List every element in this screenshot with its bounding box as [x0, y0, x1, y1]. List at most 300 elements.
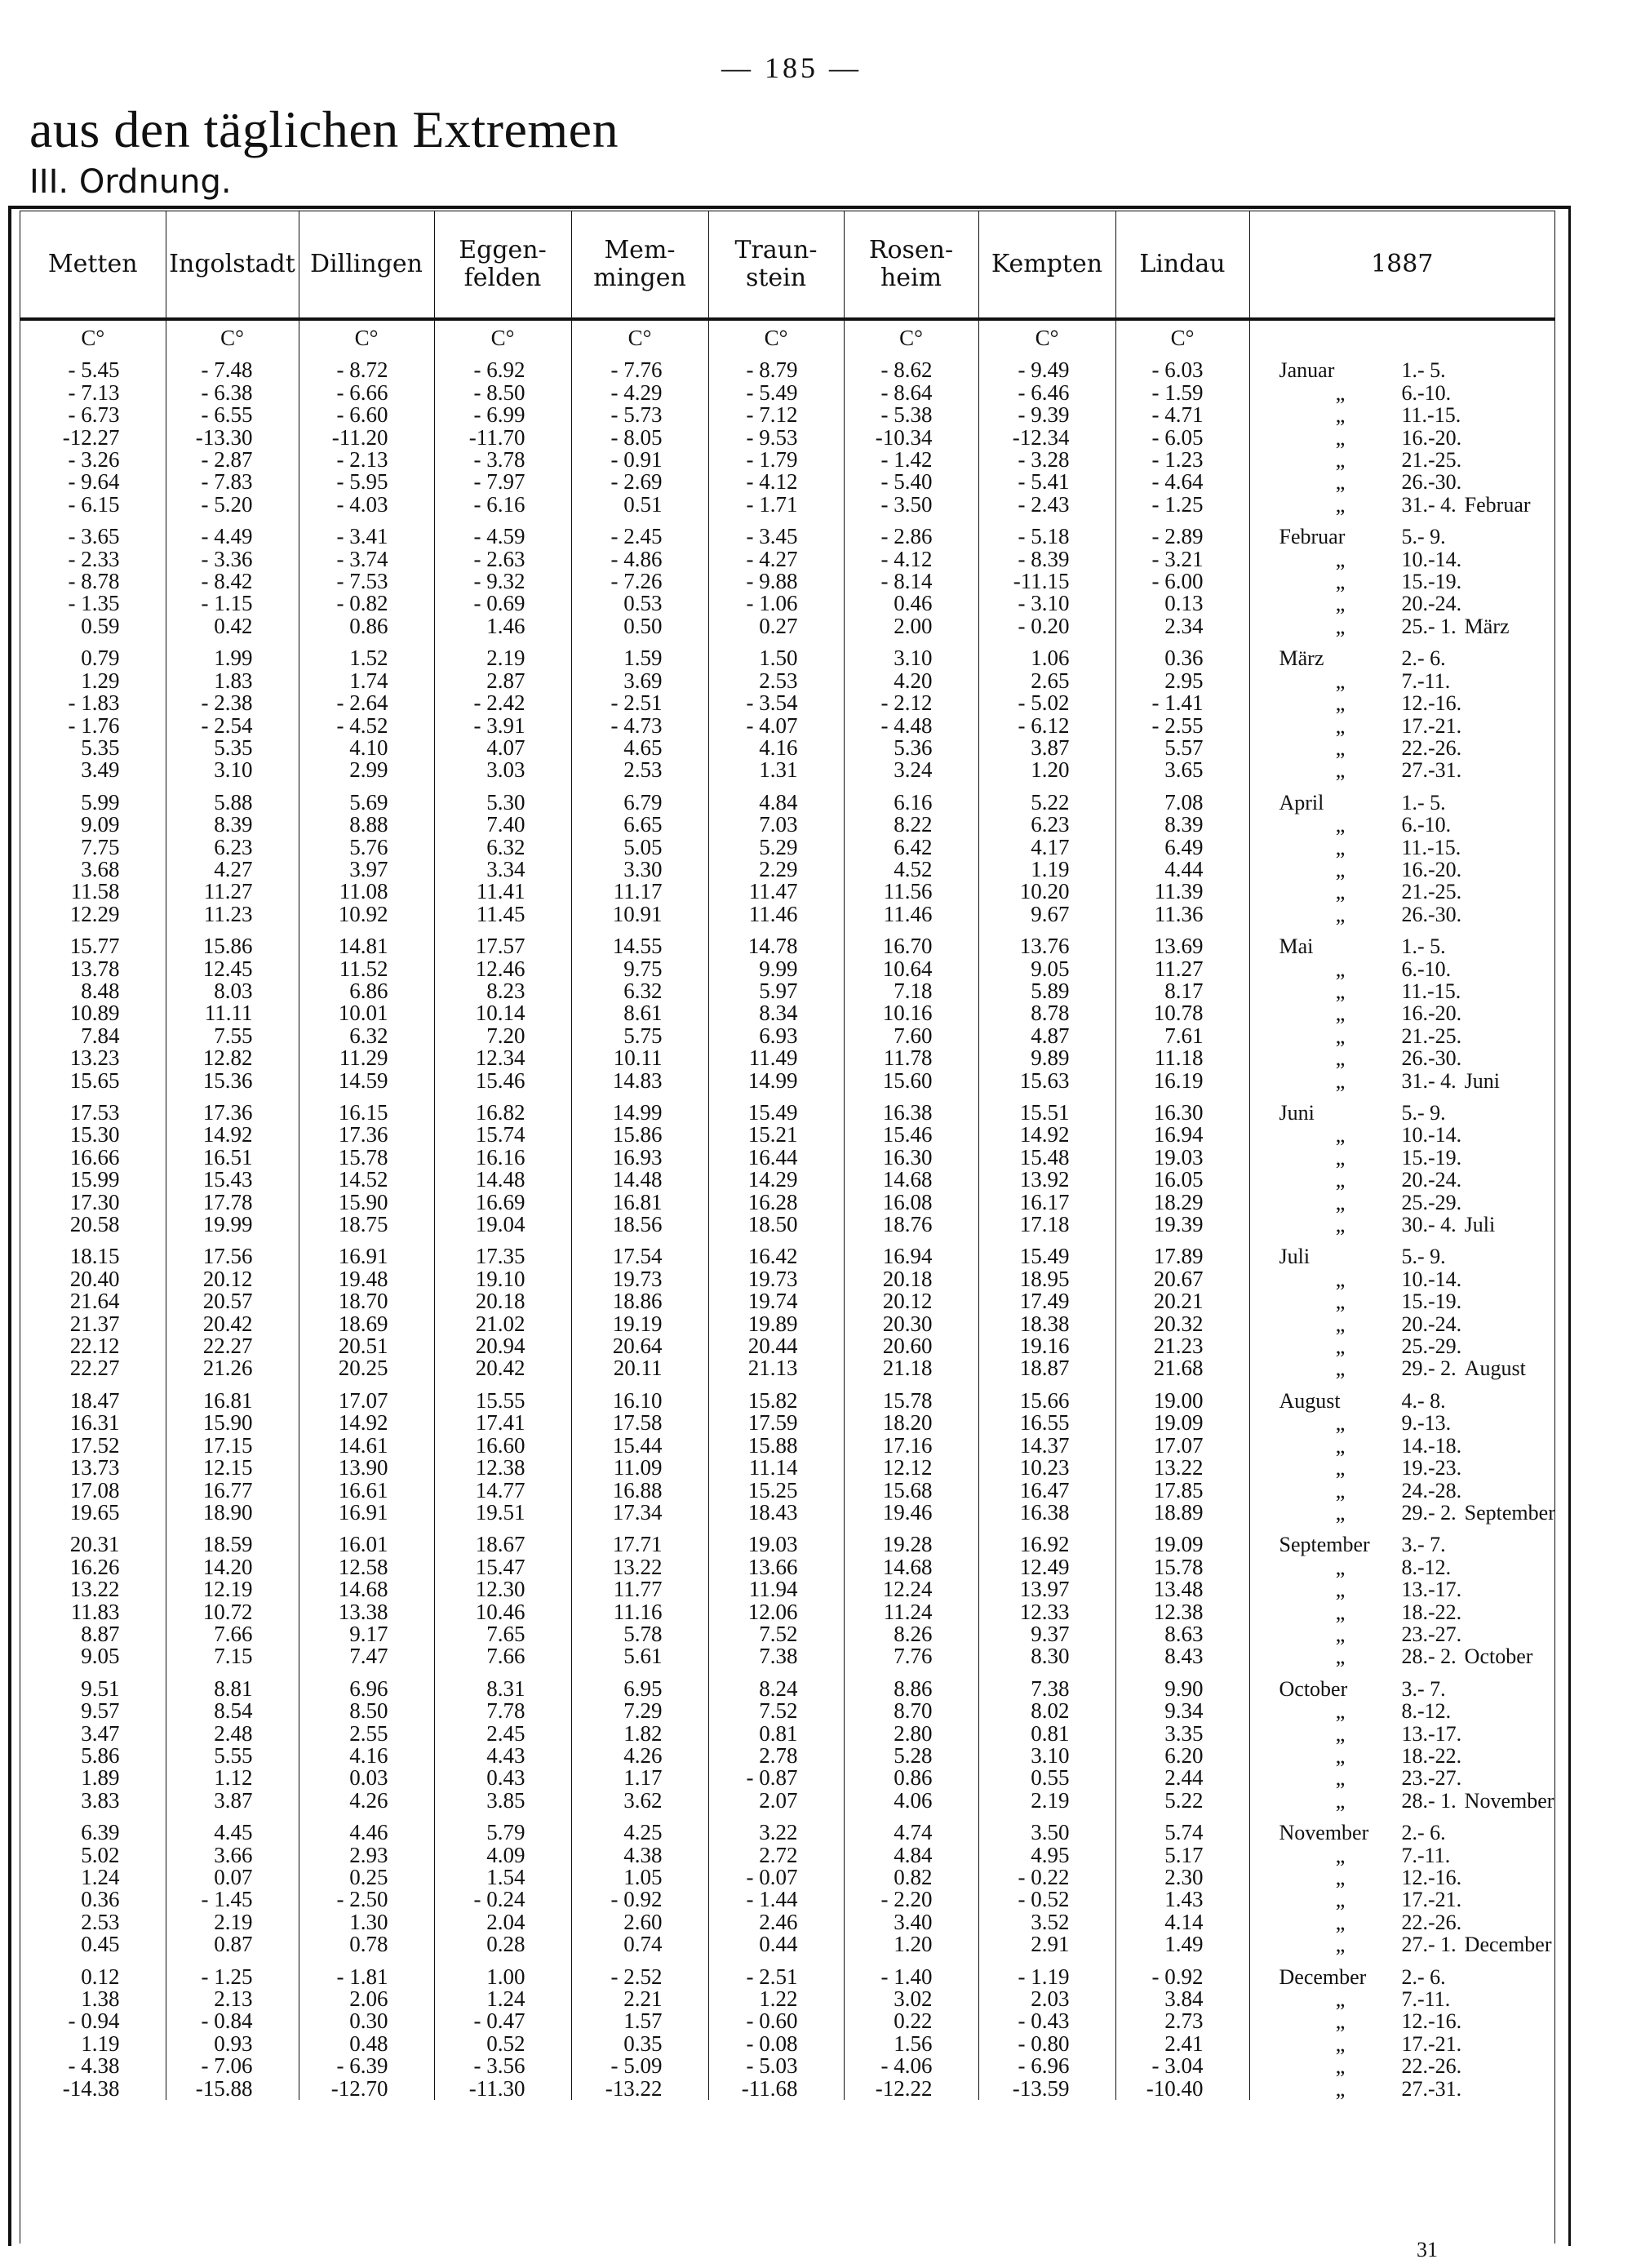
value-cell: - 2.45 — [571, 526, 708, 548]
value-cell: 4.26 — [299, 1790, 434, 1812]
date-cell — [1249, 837, 1554, 859]
value-cell: 4.16 — [299, 1745, 434, 1767]
value-cell: 7.65 — [434, 1623, 571, 1645]
month-label: „ — [1335, 1289, 1346, 1314]
value-cell: 8.24 — [708, 1678, 844, 1700]
value-cell: - 4.64 — [1115, 471, 1249, 493]
value-cell: 16.38 — [844, 1102, 978, 1124]
value-cell: 2.55 — [299, 1723, 434, 1745]
value-cell: 3.30 — [571, 859, 708, 881]
table-row — [20, 1245, 1554, 1267]
value-cell: 5.86 — [20, 1745, 166, 1767]
date-cell — [1249, 958, 1554, 980]
month-label: „ — [1335, 1644, 1346, 1669]
value-cell: - 2.38 — [166, 692, 299, 714]
day-range: 25.-29. — [1401, 1190, 1462, 1214]
value-cell: - 3.65 — [20, 526, 166, 548]
value-cell: 19.65 — [20, 1502, 166, 1524]
value-cell: - 9.32 — [434, 570, 571, 593]
table-row — [20, 1214, 1554, 1236]
value-cell: 6.39 — [20, 1822, 166, 1844]
day-range: 7.-11. — [1401, 1987, 1451, 2012]
table-row — [20, 1313, 1554, 1335]
value-cell: 15.78 — [1115, 1556, 1249, 1578]
value-cell: 7.20 — [434, 1025, 571, 1047]
month-label: Juni — [1279, 1101, 1315, 1125]
date-cell — [1249, 2010, 1554, 2032]
value-cell: 1.89 — [20, 1767, 166, 1789]
value-cell: 14.81 — [299, 935, 434, 957]
value-cell: - 4.27 — [708, 548, 844, 570]
value-cell: 20.12 — [166, 1268, 299, 1290]
value-cell: 8.02 — [978, 1700, 1115, 1722]
day-range: 15.-19. — [1401, 570, 1462, 594]
value-cell: 12.82 — [166, 1047, 299, 1069]
value-cell: 2.41 — [1115, 2033, 1249, 2055]
value-cell: 17.59 — [708, 1412, 844, 1434]
month-label: „ — [1335, 2009, 1346, 2034]
value-cell: - 3.26 — [20, 449, 166, 471]
date-cell — [1249, 427, 1554, 449]
end-month-label: December — [1464, 1933, 1552, 1957]
value-cell: 6.96 — [299, 1678, 434, 1700]
value-cell: 8.78 — [978, 1002, 1115, 1024]
value-cell: 0.79 — [20, 647, 166, 669]
value-cell: 20.21 — [1115, 1290, 1249, 1312]
month-label: Juli — [1279, 1245, 1310, 1269]
value-cell: 11.49 — [708, 1047, 844, 1069]
value-cell: 4.45 — [166, 1822, 299, 1844]
value-cell: 3.34 — [434, 859, 571, 881]
date-cell — [1249, 1480, 1554, 1502]
value-cell: 6.23 — [166, 837, 299, 859]
value-cell: 1.82 — [571, 1723, 708, 1745]
date-cell — [1249, 692, 1554, 714]
value-cell: 12.06 — [708, 1601, 844, 1623]
value-cell: - 0.94 — [20, 2010, 166, 2032]
value-cell: 16.16 — [434, 1147, 571, 1169]
date-cell — [1249, 404, 1554, 426]
value-cell: 0.52 — [434, 2033, 571, 2055]
month-label: März — [1279, 646, 1324, 671]
day-range: 14.-18. — [1401, 1433, 1462, 1458]
table-row — [20, 1070, 1554, 1092]
value-cell: - 4.07 — [708, 715, 844, 737]
value-cell: 6.20 — [1115, 1745, 1249, 1767]
value-cell: -11.30 — [434, 2078, 571, 2100]
value-cell: 21.02 — [434, 1313, 571, 1335]
value-cell: 6.32 — [434, 837, 571, 859]
value-cell: 10.16 — [844, 1002, 978, 1024]
value-cell: - 3.21 — [1115, 548, 1249, 570]
value-cell: 20.11 — [571, 1357, 708, 1379]
value-cell: 5.61 — [571, 1645, 708, 1667]
column-header-part: Rosen- — [868, 236, 954, 264]
value-cell: 14.92 — [978, 1124, 1115, 1146]
month-label: „ — [1335, 547, 1346, 571]
table-row — [20, 670, 1554, 692]
column-header-part: stein — [745, 264, 807, 292]
value-cell: 19.03 — [1115, 1147, 1249, 1169]
value-cell: 11.39 — [1115, 881, 1249, 903]
table-row — [20, 1002, 1554, 1024]
value-cell: 20.31 — [20, 1533, 166, 1556]
value-cell: 3.85 — [434, 1790, 571, 1812]
value-cell: - 0.84 — [166, 2010, 299, 2032]
value-cell: - 2.20 — [844, 1889, 978, 1911]
day-range: 28.- 1. — [1401, 1788, 1457, 1813]
day-range: 31.- 4. — [1401, 492, 1457, 517]
value-cell: 3.52 — [978, 1911, 1115, 1933]
value-cell: 3.24 — [844, 759, 978, 781]
value-cell: 9.05 — [978, 958, 1115, 980]
value-cell: - 2.50 — [299, 1889, 434, 1911]
table-row — [20, 1988, 1554, 2010]
value-cell: - 0.92 — [1115, 1966, 1249, 1988]
value-cell: 20.67 — [1115, 1268, 1249, 1290]
value-cell: 8.48 — [20, 980, 166, 1002]
day-range: 6.-10. — [1401, 380, 1452, 405]
table-row — [20, 1966, 1554, 1988]
value-cell: 18.50 — [708, 1214, 844, 1236]
date-cell — [1249, 1245, 1554, 1267]
value-cell: 14.78 — [708, 935, 844, 957]
date-cell — [1249, 1002, 1554, 1024]
value-cell: - 4.71 — [1115, 404, 1249, 426]
value-cell: 9.75 — [571, 958, 708, 980]
table-row — [20, 1480, 1554, 1502]
value-cell: 16.66 — [20, 1147, 166, 1169]
value-cell: 16.51 — [166, 1147, 299, 1169]
value-cell: 10.89 — [20, 1002, 166, 1024]
value-cell: 17.35 — [434, 1245, 571, 1267]
day-range: 10.-14. — [1401, 547, 1462, 571]
value-cell: 2.78 — [708, 1745, 844, 1767]
value-cell: - 7.97 — [434, 471, 571, 493]
value-cell: 14.68 — [844, 1169, 978, 1191]
value-cell: 1.49 — [1115, 1933, 1249, 1955]
day-range: 16.-20. — [1401, 1001, 1462, 1026]
table-row — [20, 2078, 1554, 2100]
month-label: „ — [1335, 1600, 1346, 1624]
value-cell: 10.01 — [299, 1002, 434, 1024]
day-range: 6.-10. — [1401, 813, 1452, 837]
value-cell: 15.49 — [978, 1245, 1115, 1267]
value-cell: 21.64 — [20, 1290, 166, 1312]
value-cell: 20.64 — [571, 1335, 708, 1357]
value-cell: 9.37 — [978, 1623, 1115, 1645]
value-cell: 16.47 — [978, 1480, 1115, 1502]
value-cell: - 1.25 — [166, 1966, 299, 1988]
value-cell: 16.31 — [20, 1412, 166, 1434]
value-cell: 1.43 — [1115, 1889, 1249, 1911]
value-cell: 1.38 — [20, 1988, 166, 2010]
value-cell: 14.20 — [166, 1556, 299, 1578]
table-row — [20, 1047, 1554, 1069]
value-cell: 0.82 — [844, 1866, 978, 1889]
value-cell: - 4.06 — [844, 2055, 978, 2077]
footer-number: 31 — [1417, 2238, 1438, 2261]
value-cell: 14.99 — [708, 1070, 844, 1092]
value-cell: 7.75 — [20, 837, 166, 859]
value-cell: 8.43 — [1115, 1645, 1249, 1667]
value-cell: 18.15 — [20, 1245, 166, 1267]
value-cell: -11.15 — [978, 570, 1115, 593]
value-cell: - 4.86 — [571, 548, 708, 570]
value-cell: 10.92 — [299, 903, 434, 925]
value-cell: 2.73 — [1115, 2010, 1249, 2032]
value-cell: 3.10 — [844, 647, 978, 669]
value-cell: 15.82 — [708, 1390, 844, 1412]
date-cell — [1249, 1268, 1554, 1290]
value-cell: -11.68 — [708, 2078, 844, 2100]
value-cell: 2.21 — [571, 1988, 708, 2010]
month-label: „ — [1335, 1190, 1346, 1214]
value-cell: 1.19 — [978, 859, 1115, 881]
month-label: „ — [1335, 1312, 1346, 1336]
month-label: „ — [1335, 1888, 1346, 1912]
value-cell: 1.20 — [844, 1933, 978, 1955]
value-cell: 13.38 — [299, 1601, 434, 1623]
month-label: „ — [1335, 1933, 1346, 1957]
value-cell: - 8.78 — [20, 570, 166, 593]
value-cell: - 0.22 — [978, 1866, 1115, 1889]
unit-label: C° — [20, 327, 166, 349]
value-cell: 0.74 — [571, 1933, 708, 1955]
value-cell: - 5.09 — [571, 2055, 708, 2077]
value-cell: 13.69 — [1115, 935, 1249, 957]
value-cell: 20.30 — [844, 1313, 978, 1335]
value-cell: - 8.72 — [299, 359, 434, 381]
value-cell: 1.56 — [844, 2033, 978, 2055]
value-cell: 6.42 — [844, 837, 978, 859]
end-month-label: September — [1464, 1500, 1555, 1525]
value-cell: 19.48 — [299, 1268, 434, 1290]
value-cell: 1.57 — [571, 2010, 708, 2032]
value-cell: - 5.18 — [978, 526, 1115, 548]
value-cell: 2.72 — [708, 1844, 844, 1866]
value-cell: 20.42 — [166, 1313, 299, 1335]
value-cell: - 0.87 — [708, 1767, 844, 1789]
day-range: 7.-11. — [1401, 1843, 1451, 1867]
value-cell: - 3.74 — [299, 548, 434, 570]
day-range: 16.-20. — [1401, 425, 1462, 450]
value-cell: 19.03 — [708, 1533, 844, 1556]
value-cell: 15.68 — [844, 1480, 978, 1502]
unit-label: C° — [166, 327, 299, 349]
value-cell: 1.00 — [434, 1966, 571, 1988]
value-cell: 0.22 — [844, 2010, 978, 2032]
value-cell: 15.44 — [571, 1435, 708, 1457]
date-cell — [1249, 1124, 1554, 1146]
value-cell: 11.46 — [708, 903, 844, 925]
value-cell: 4.52 — [844, 859, 978, 881]
value-cell: 14.37 — [978, 1435, 1115, 1457]
table-row — [20, 1025, 1554, 1047]
table-row — [20, 2055, 1554, 2077]
month-label: „ — [1335, 758, 1346, 783]
value-cell: 3.68 — [20, 859, 166, 881]
day-range: 25.-29. — [1401, 1334, 1462, 1359]
day-range: 8.-12. — [1401, 1555, 1452, 1579]
value-cell: 14.61 — [299, 1435, 434, 1457]
value-cell: 14.92 — [166, 1124, 299, 1146]
value-cell: - 3.28 — [978, 449, 1115, 471]
value-cell: -12.27 — [20, 427, 166, 449]
value-cell: 15.77 — [20, 935, 166, 957]
value-cell: - 0.52 — [978, 1889, 1115, 1911]
value-cell: 13.66 — [708, 1556, 844, 1578]
date-cell — [1249, 1435, 1554, 1457]
month-label: „ — [1335, 1433, 1346, 1458]
value-cell: 12.15 — [166, 1457, 299, 1479]
value-cell: 6.86 — [299, 980, 434, 1002]
page-title: aus den täglichen Extremen — [29, 100, 619, 158]
value-cell: 20.42 — [434, 1357, 571, 1379]
day-range: 17.-21. — [1401, 2031, 1462, 2056]
value-cell: - 4.12 — [844, 548, 978, 570]
value-cell: 15.90 — [299, 1192, 434, 1214]
value-cell: 8.39 — [1115, 814, 1249, 836]
date-cell — [1249, 1933, 1554, 1955]
value-cell: 2.34 — [1115, 615, 1249, 637]
value-cell: - 6.73 — [20, 404, 166, 426]
day-range: 11.-15. — [1401, 835, 1461, 859]
date-cell — [1249, 881, 1554, 903]
month-label: „ — [1335, 380, 1346, 405]
value-cell: 1.83 — [166, 670, 299, 692]
value-cell: 1.06 — [978, 647, 1115, 669]
day-range: 30.- 4. — [1401, 1213, 1457, 1237]
column-header: Ingolstadt — [166, 211, 299, 319]
table-row — [20, 1578, 1554, 1600]
value-cell: 15.46 — [844, 1124, 978, 1146]
value-cell: 9.57 — [20, 1700, 166, 1722]
date-cell — [1249, 737, 1554, 759]
day-range: 26.-30. — [1401, 470, 1462, 495]
month-label: Februar — [1279, 525, 1346, 549]
value-cell: 8.39 — [166, 814, 299, 836]
date-cell — [1249, 1313, 1554, 1335]
value-cell: 3.10 — [166, 759, 299, 781]
month-label: „ — [1335, 1788, 1346, 1813]
value-cell: 17.34 — [571, 1502, 708, 1524]
value-cell: 15.60 — [844, 1070, 978, 1092]
value-cell: 11.23 — [166, 903, 299, 925]
value-cell: 15.78 — [844, 1390, 978, 1412]
date-cell — [1249, 382, 1554, 404]
month-label: „ — [1335, 1046, 1346, 1071]
value-cell: 20.40 — [20, 1268, 166, 1290]
month-label: „ — [1335, 835, 1346, 859]
value-cell: 0.28 — [434, 1933, 571, 1955]
value-cell: 2.19 — [166, 1911, 299, 1933]
value-cell: 2.53 — [708, 670, 844, 692]
value-cell: 16.60 — [434, 1435, 571, 1457]
value-cell: 12.38 — [434, 1457, 571, 1479]
value-cell: 9.89 — [978, 1047, 1115, 1069]
value-cell: - 4.03 — [299, 494, 434, 516]
value-cell: 17.78 — [166, 1192, 299, 1214]
month-label: November — [1279, 1821, 1369, 1845]
value-cell: 20.51 — [299, 1335, 434, 1357]
month-label: „ — [1335, 2076, 1346, 2101]
month-label: September — [1279, 1533, 1370, 1557]
table-row — [20, 647, 1554, 669]
value-cell: 7.15 — [166, 1645, 299, 1667]
date-cell — [1249, 715, 1554, 737]
value-cell: 5.76 — [299, 837, 434, 859]
day-range: 23.-27. — [1401, 1622, 1462, 1646]
column-header — [844, 211, 978, 319]
value-cell: 8.26 — [844, 1623, 978, 1645]
value-cell: 2.00 — [844, 615, 978, 637]
value-cell: 8.17 — [1115, 980, 1249, 1002]
value-cell: 8.34 — [708, 1002, 844, 1024]
value-cell: - 1.25 — [1115, 494, 1249, 516]
value-cell: 19.00 — [1115, 1390, 1249, 1412]
month-label: „ — [1335, 857, 1346, 881]
value-cell: - 6.16 — [434, 494, 571, 516]
value-cell: 19.73 — [571, 1268, 708, 1290]
value-cell: 16.94 — [844, 1245, 978, 1267]
value-cell: - 1.41 — [1115, 692, 1249, 714]
value-cell: - 6.55 — [166, 404, 299, 426]
table-row — [20, 1124, 1554, 1146]
value-cell: - 1.83 — [20, 692, 166, 714]
value-cell: - 8.14 — [844, 570, 978, 593]
value-cell: 7.38 — [978, 1678, 1115, 1700]
value-cell: 2.53 — [571, 759, 708, 781]
value-cell: 15.36 — [166, 1070, 299, 1092]
value-cell: 6.16 — [844, 792, 978, 814]
day-range: 12.-16. — [1401, 2009, 1462, 2034]
date-cell — [1249, 1790, 1554, 1812]
value-cell: 19.99 — [166, 1214, 299, 1236]
value-cell: 14.77 — [434, 1480, 571, 1502]
table-row — [20, 1335, 1554, 1357]
value-cell: - 8.39 — [978, 548, 1115, 570]
value-cell: - 6.00 — [1115, 570, 1249, 593]
month-label: „ — [1335, 1267, 1346, 1291]
value-cell: - 6.12 — [978, 715, 1115, 737]
month-label: August — [1279, 1388, 1341, 1413]
table-row — [20, 1268, 1554, 1290]
date-cell — [1249, 2055, 1554, 2077]
value-cell: 19.46 — [844, 1502, 978, 1524]
value-cell: - 1.23 — [1115, 449, 1249, 471]
value-cell: 0.30 — [299, 2010, 434, 2032]
value-cell: 18.75 — [299, 1214, 434, 1236]
value-cell: 0.81 — [978, 1723, 1115, 1745]
value-cell: - 1.40 — [844, 1966, 978, 1988]
table-row — [20, 526, 1554, 548]
value-cell: 3.62 — [571, 1790, 708, 1812]
date-cell — [1249, 1070, 1554, 1092]
value-cell: 15.74 — [434, 1124, 571, 1146]
table-row — [20, 903, 1554, 925]
value-cell: 16.55 — [978, 1412, 1115, 1434]
value-cell: 1.29 — [20, 670, 166, 692]
month-label: „ — [1335, 1843, 1346, 1867]
value-cell: 6.49 — [1115, 837, 1249, 859]
date-cell — [1249, 1335, 1554, 1357]
day-range: 10.-14. — [1401, 1123, 1462, 1147]
value-cell: 20.58 — [20, 1214, 166, 1236]
unit-label: C° — [1115, 327, 1249, 349]
column-header: Lindau — [1115, 211, 1249, 319]
value-cell: -12.70 — [299, 2078, 434, 2100]
